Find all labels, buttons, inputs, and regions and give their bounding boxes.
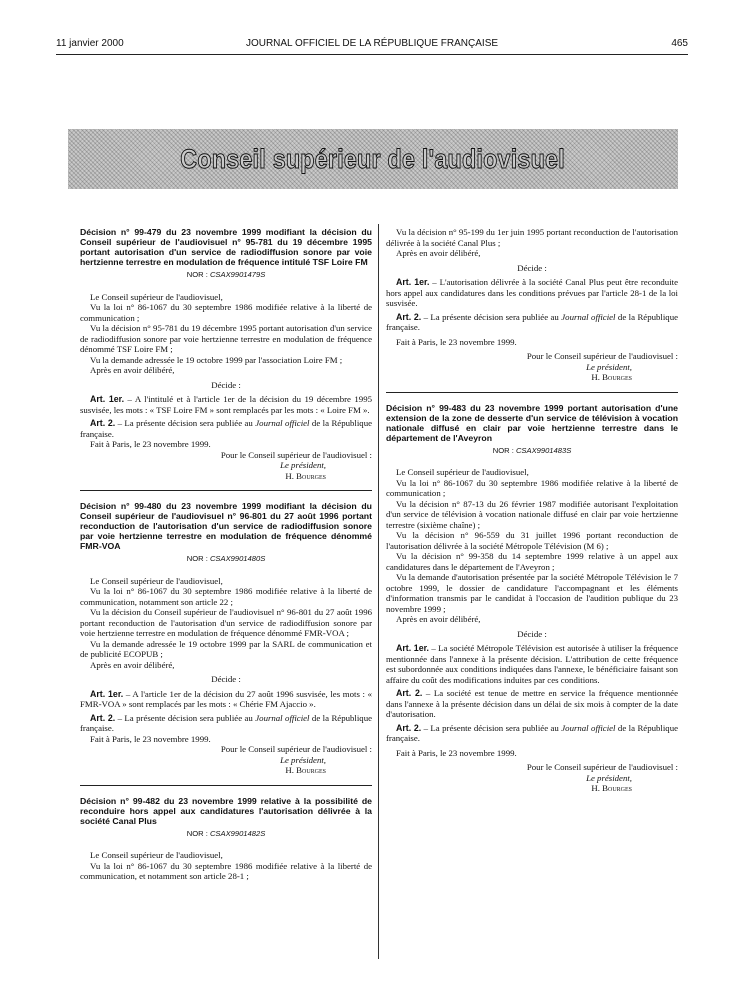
preamble: Le Conseil supérieur de l'audiovisuel,	[90, 291, 223, 302]
article-label: Art. 2.	[396, 688, 423, 698]
section-separator	[80, 785, 372, 786]
nor-line: NOR : CSAX9901480S	[186, 554, 266, 563]
article-label: Art. 2.	[396, 311, 422, 322]
decision-title: Décision n° 99-480 du 23 novembre 1999 modifiant la décision du Conseil supérieur de l'audiovisuel n° 96-801 du 27 août 1996 portant reconduction de l'autorisation d'un service de radiodiffusion sonore par voie hertzienne terrestre en modulation de fréquence dénommé FMR-VOA	[80, 501, 372, 551]
right-column	[386, 227, 678, 794]
signing-place-date: Fait à Paris, le 23 novembre 1999.	[90, 733, 211, 744]
article-label: Art. 1er.	[90, 394, 125, 404]
preamble: Le Conseil supérieur de l'audiovisuel,	[90, 575, 223, 586]
decide-heading: Décide :	[211, 379, 241, 390]
section-banner	[68, 129, 678, 189]
visa: Vu la loi n° 86-1067 du 30 septembre 1986 modifiée relative à la liberté de communication, notamment son article 22 ;	[80, 586, 372, 607]
signature-name: H. Bourges	[591, 372, 632, 382]
deliberation: Après en avoir délibéré,	[90, 365, 175, 375]
decision-title: Décision n° 99-479 du 23 novembre 1999 modifiant la décision du Conseil supérieur de l'audiovisuel n° 95-781 du 19 décembre 1995 portant autorisation d'un service de radiodiffusion sonore par voie hertzienne terrestre en modulation de fréquence intitulé TSF Loire FM	[80, 227, 372, 267]
preamble: Le Conseil supérieur de l'audiovisuel,	[90, 850, 223, 860]
article-1: Art. 1er. – A l'article 1er de la décision du 27 août 1996 susvisée, les mots : « FMR-VOA » sont remplacés par les mots : « Chérie FM Ajaccio ».	[80, 688, 372, 709]
decision-99-479	[80, 227, 372, 481]
article-1: Art. 1er. – A l'intitulé et à l'article 1er de la décision du 19 décembre 1995 susvisée, les mots : « TSF Loire FM » sont remplacés par les mots : « Loire FM ».	[80, 394, 372, 415]
article-label: Art. 2.	[396, 722, 422, 733]
signature-authority: Pour le Conseil supérieur de l'audiovisuel :	[526, 351, 678, 361]
preamble: Le Conseil supérieur de l'audiovisuel,	[396, 467, 529, 477]
page-number: 465	[671, 38, 688, 49]
column-divider	[378, 224, 379, 959]
article-label: Art. 1er.	[396, 277, 430, 287]
article-2: Art. 2. – La présente décision sera publiée au Journal officiel de la République française.	[80, 712, 372, 733]
visa: Vu la décision n° 87-13 du 26 février 1987 modifiée autorisant l'exploitation d'un service de télévision à vocation nationale diffusé en clair par voie hertzienne terrestre (sixième chaîne) ;	[386, 498, 678, 530]
issue-date: 11 janvier 2000	[56, 38, 124, 49]
visa: Vu la demande adressée le 19 octobre 1999 par l'association Loire FM ;	[90, 354, 343, 365]
decision-99-483	[386, 403, 678, 794]
signature-authority: Pour le Conseil supérieur de l'audiovisuel :	[526, 762, 678, 772]
visa: Vu la loi n° 86-1067 du 30 septembre 1986 modifiée relative à la liberté de communication, et notamment son article 28-1 ;	[80, 860, 372, 881]
nor-line: NOR : CSAX9901482S	[186, 828, 266, 838]
visa: Vu la demande d'autorisation présentée par la société Métropole Télévision le 7 octobre 1999, le dossier de candidature l'accompagnant et les éléments d'information transmis par le candidat à l'occasion de l'audition publique du 23 novembre 1999 ;	[386, 572, 678, 614]
decision-title: Décision n° 99-482 du 23 novembre 1999 relative à la possibilité de reconduire hors appel aux candidatures l'autorisation délivrée à la société Canal Plus	[80, 795, 372, 826]
signature-role: Le président,	[280, 754, 326, 765]
signature-name: H. Bourges	[591, 783, 632, 793]
nor-line: NOR : CSAX9901483S	[492, 445, 572, 455]
section-separator	[80, 490, 372, 491]
visa: Vu la décision du Conseil supérieur de l'audiovisuel n° 96-801 du 27 août 1996 portant reconduction de l'autorisation d'un service de radiodiffusion sonore par voie hertzienne terrestre en modulation de fréquence dénommé FMR-VOA ;	[80, 607, 372, 638]
signature-role: Le président,	[586, 772, 632, 783]
signing-place-date: Fait à Paris, le 23 novembre 1999.	[396, 336, 517, 347]
article-2: Art. 2. – La présente décision sera publiée au Journal officiel de la République française.	[80, 418, 372, 439]
nor-code: CSAX9901480S	[209, 554, 266, 563]
article-3: Art. 2. – La présente décision sera publiée au Journal officiel de la République française.	[386, 722, 678, 743]
left-column	[80, 227, 372, 882]
nor-code: CSAX9901479S	[209, 270, 266, 279]
running-head	[56, 38, 688, 52]
deliberation: Après en avoir délibéré,	[90, 659, 175, 670]
nor-code: CSAX9901482S	[209, 828, 266, 838]
visa: Vu la décision n° 99-358 du 14 septembre 1999 relative à un appel aux candidatures dans le département de l'Aveyron ;	[386, 551, 678, 572]
decide-heading: Décide :	[517, 628, 547, 639]
visa: Vu la décision n° 95-781 du 19 décembre 1995 portant autorisation d'un service de radiodiffusion sonore par voie hertzienne terrestre en modulation de fréquence dénommé TSF Loire FM ;	[80, 323, 372, 354]
visa: Vu la décision n° 96-559 du 31 juillet 1996 portant reconduction de l'autorisation délivrée à la société Métropole Télévision (M 6) ;	[386, 530, 678, 551]
visa: Vu la décision n° 95-199 du 1er juin 1995 portant reconduction de l'autorisation délivrée à la société Canal Plus ;	[386, 227, 678, 248]
signature-role: Le président,	[586, 361, 632, 372]
decision-99-482	[80, 796, 372, 882]
deliberation: Après en avoir délibéré,	[396, 248, 481, 258]
section-separator	[386, 392, 678, 393]
visa: Vu la loi n° 86-1067 du 30 septembre 1986 modifiée relative à la liberté de communication ;	[386, 477, 678, 498]
signing-place-date: Fait à Paris, le 23 novembre 1999.	[90, 439, 211, 449]
decide-heading: Décide :	[517, 262, 547, 273]
section-banner-title: Conseil supérieur de l'audiovisuel	[180, 143, 566, 174]
signature-role: Le président,	[280, 460, 326, 470]
article-1: Art. 1er. – L'autorisation délivrée à la société Canal Plus peut être reconduite hors appel aux candidatures dans les conditions prévues par l'article 28-1 de la loi susvisée.	[386, 277, 678, 308]
visa: Vu la demande adressée le 19 octobre 1999 par la SARL de communication et de publicité ECOPUB ;	[80, 638, 372, 659]
article-label: Art. 2.	[90, 712, 116, 723]
decide-heading: Décide :	[211, 674, 241, 684]
decision-title: Décision n° 99-483 du 23 novembre 1999 portant autorisation d'une extension de la zone de desserte d'un service de télévision à vocation nationale diffusé en clair par voie hertzienne terrestre dans le département de l'Aveyron	[386, 402, 678, 443]
article-label: Art. 2.	[90, 418, 116, 428]
article-label: Art. 1er.	[396, 643, 429, 653]
article-2: Art. 2. – La présente décision sera publiée au Journal officiel de la République française.	[386, 311, 678, 332]
deliberation: Après en avoir délibéré,	[396, 614, 481, 624]
visa: Vu la loi n° 86-1067 du 30 septembre 1986 modifiée relative à la liberté de communication ;	[80, 302, 372, 323]
article-2: Art. 2. – La société est tenue de mettre en service la fréquence mentionnée dans l'annexe à la présente décision dans un délai de six mois à compter de la date d'autorisation.	[386, 688, 678, 719]
signature-name: H. Bourges	[285, 470, 326, 481]
nor-code: CSAX9901483S	[515, 445, 572, 455]
journal-title: JOURNAL OFFICIEL DE LA RÉPUBLIQUE FRANÇAISE	[245, 38, 499, 49]
signature-authority: Pour le Conseil supérieur de l'audiovisuel :	[220, 744, 372, 754]
signing-place-date: Fait à Paris, le 23 novembre 1999.	[396, 747, 517, 758]
article-label: Art. 1er.	[90, 688, 124, 699]
article-1: Art. 1er. – La société Métropole Télévision est autorisée à utiliser la fréquence mentionnée dans l'annexe à la présente décision. L'attribution de cette fréquence est subordonnée aux conditions indiquées dans l'annexe, le bénéficiaire faisant son affaire du coût des modifications induites par ces conditions.	[386, 643, 678, 685]
header-rule	[56, 54, 688, 55]
nor-line: NOR : CSAX9901479S	[186, 270, 266, 279]
decision-99-480	[80, 501, 372, 776]
signature-authority: Pour le Conseil supérieur de l'audiovisuel :	[220, 449, 372, 460]
signature-name: H. Bourges	[285, 765, 326, 775]
decision-99-482-continued	[386, 227, 678, 383]
